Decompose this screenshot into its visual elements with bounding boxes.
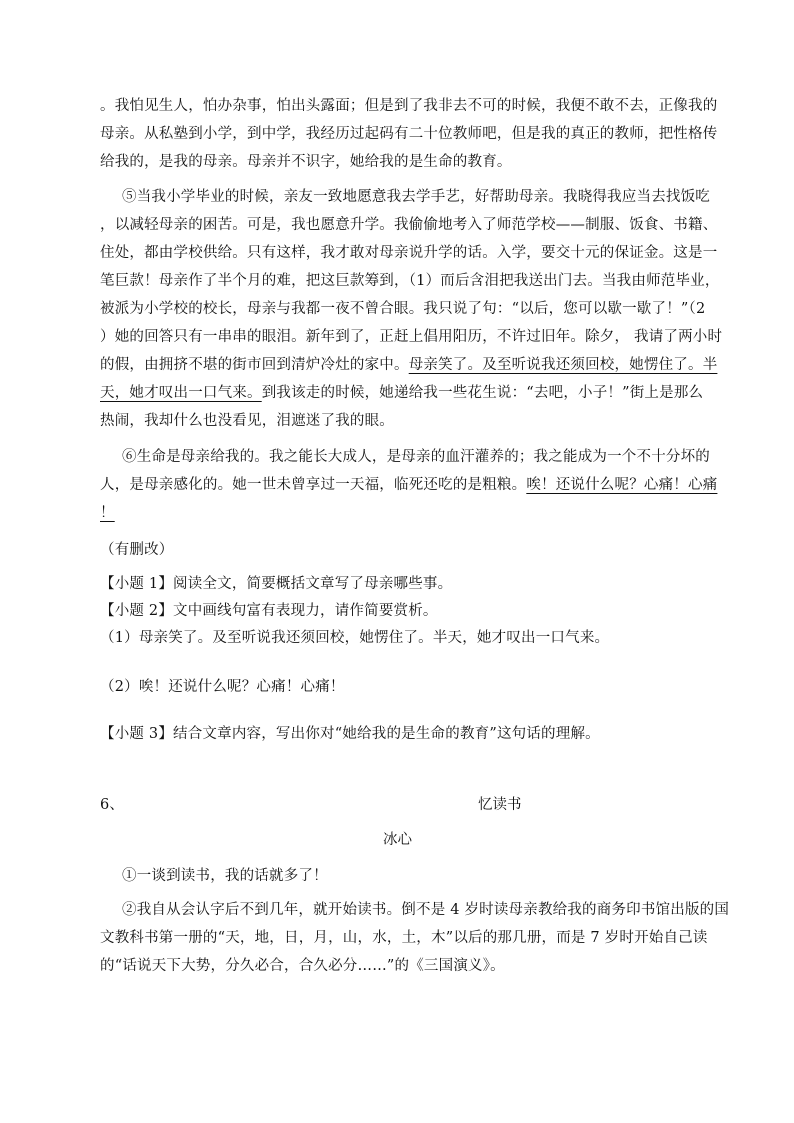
article-author: 冰心 (383, 832, 412, 848)
paragraph-line: 母亲。从私塾到小学，到中学，我经历过起码有二十位教师吧，但是我的真正的教师，把性格传 (100, 126, 718, 142)
underlined-sentence: 天，她才叹出一口气来。 (100, 385, 262, 401)
paragraph-5-line: 热闹，我却什么也没看见，泪遮迷了我的眼。 (100, 413, 394, 429)
paragraph-6-line (100, 503, 115, 523)
question-2-item-1: （1）母亲笑了。及至听说我还须回校，她愣住了。半天，她才叹出一口气来。 (100, 630, 610, 646)
paragraph-6-line: ⑥生命是母亲给我的。我之能长大成人，是母亲的血汗灌养的；我之能成为一个不十分坏的 (122, 449, 710, 465)
edit-note: （有删改） (100, 542, 174, 558)
article-paragraph-1: ①一谈到读书，我的话就多了！ (122, 868, 328, 884)
section-number: 6、 (100, 797, 125, 813)
paragraph-5-line: ，以减轻母亲的困苦。可是，我也愿意升学。我偷偷地考入了师范学校——制服、饭食、书籍、 (100, 217, 718, 233)
question-3: 【小题 3】结合文章内容，写出你对“她给我的是生命的教育”这句话的理解。 (100, 726, 600, 742)
article-title: 忆读书 (478, 797, 522, 813)
paragraph-6-line (100, 475, 717, 495)
question-1: 【小题 1】阅读全文，简要概括文章写了母亲哪些事。 (100, 576, 453, 592)
paragraph-5-line: 住处，都由学校供给。只有这样，我才敢对母亲说升学的话。入学，要交十元的保证金。这是一 (100, 245, 718, 261)
paragraph-5-line (100, 383, 703, 403)
paragraph-5-line: ）她的回答只有一串串的眼泪。新年到了，正赶上倡用阳历，不许过旧年。除夕， 我请了两小时 (100, 329, 723, 345)
paragraph-5-line: 被派为小学校的校长，母亲与我都一夜不曾合眼。我只说了句：“以后，您可以歇一歇了！”（2 (100, 301, 706, 317)
question-2: 【小题 2】文中画线句富有表现力，请作简要赏析。 (100, 603, 438, 619)
underlined-sentence: 母亲笑了。及至听说我还须回校，她愣住了。半 (408, 357, 718, 373)
plain-text: 人，是母亲感化的。她一世未曾享过一天福，临死还吃的是粗粮。 (100, 477, 527, 493)
paragraph-5-line: ⑤当我小学毕业的时候，亲友一致地愿意我去学手艺，好帮助母亲。我晓得我应当去找饭吃 (122, 189, 710, 205)
paragraph-line: 给我的，是我的母亲。母亲并不识字，她给我的是生命的教育。 (100, 154, 512, 170)
underlined-sentence: ！ (100, 505, 115, 521)
plain-text: 的假，由拥挤不堪的街市回到清炉冷灶的家中。 (100, 357, 409, 373)
article-paragraph-2-line: 文教科书第一册的“天，地，日，月，山，水，土，木”以后的那几册，而是 7 岁时开始自己读 (100, 930, 708, 946)
paragraph-5-line: 笔巨款！母亲作了半个月的难，把这巨款筹到，（1）而后含泪把我送出门去。当我由师范毕业， (100, 273, 720, 289)
plain-text: 到我该走的时候，她递给我一些花生说：“去吧，小子！”街上是那么 (261, 385, 704, 401)
article-paragraph-2-line: 的“话说天下大势，分久必合，合久必分……”的《三国演义》。 (100, 958, 505, 974)
paragraph-line: 。我怕见生人，怕办杂事，怕出头露面；但是到了我非去不可的时候，我便不敢不去，正像我的 (100, 98, 718, 114)
paragraph-5-line (100, 355, 717, 375)
question-2-item-2: （2）唉！还说什么呢？心痛！心痛！ (100, 679, 345, 695)
underlined-sentence: 唉！还说什么呢？心痛！心痛 (526, 477, 718, 493)
article-paragraph-2-line: ②我自从会认字后不到几年，就开始读书。倒不是 4 岁时读母亲教给我的商务印书馆出版的国 (122, 902, 730, 918)
